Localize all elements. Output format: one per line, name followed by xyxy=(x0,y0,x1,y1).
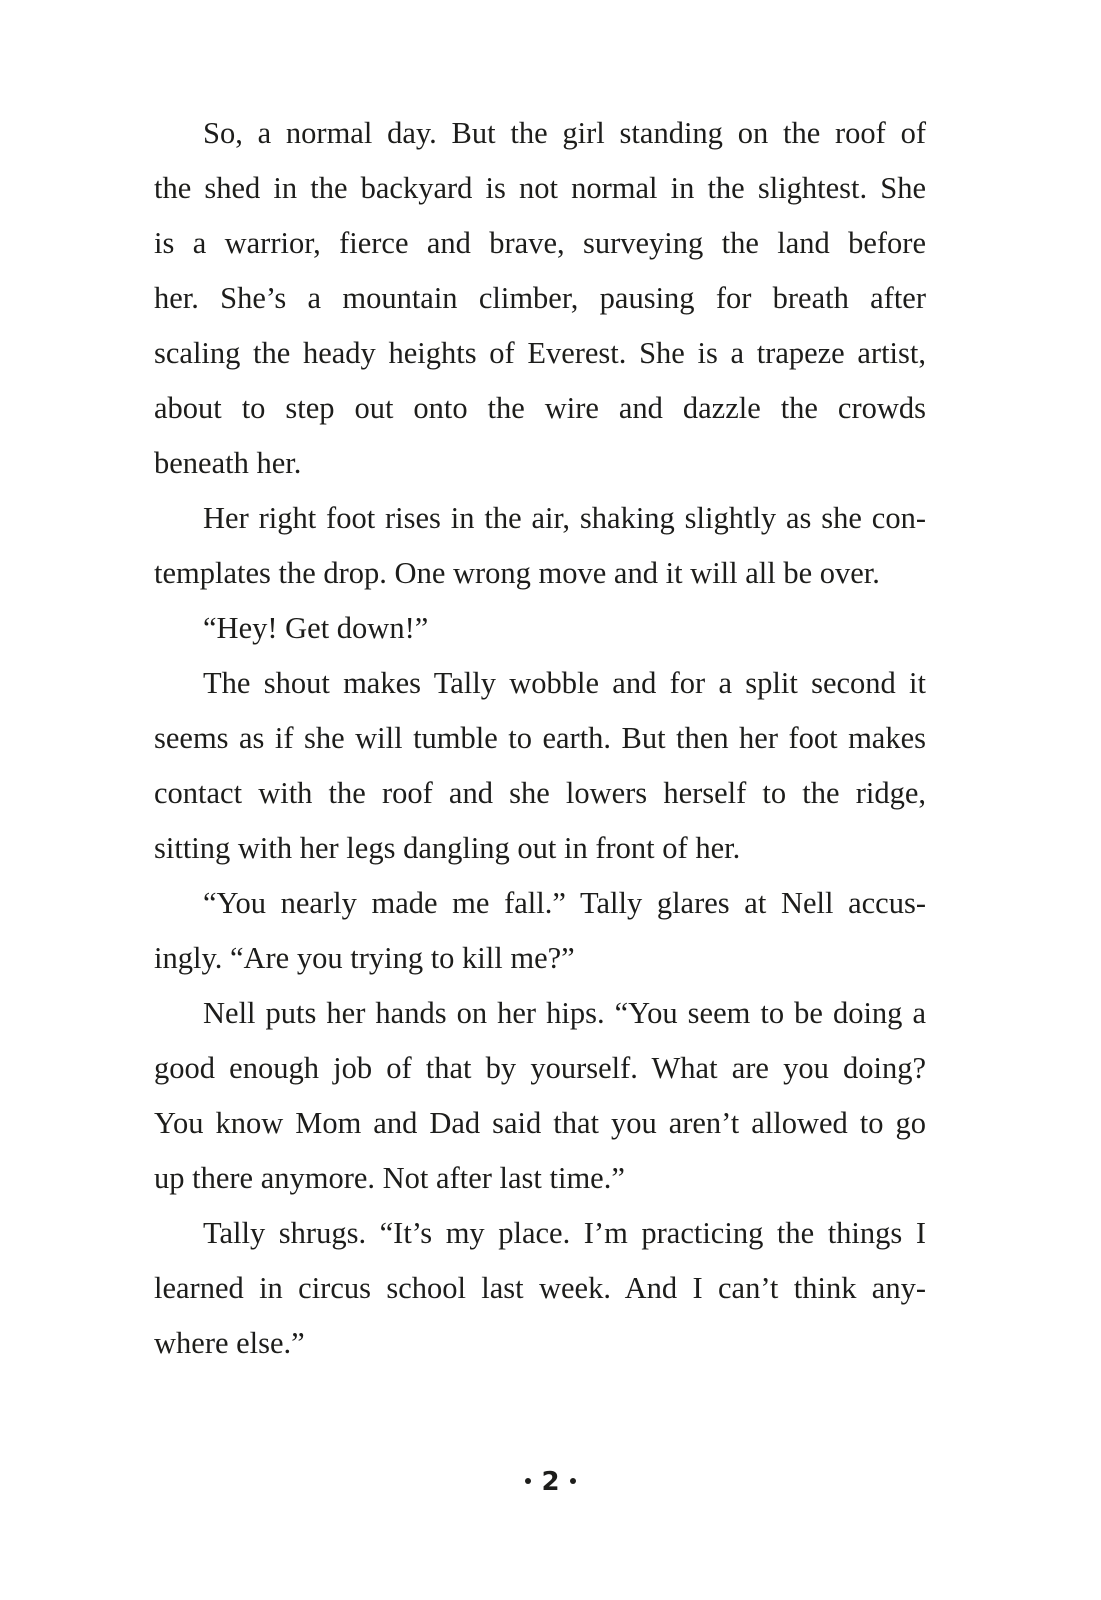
folio-bullet-left xyxy=(525,1478,531,1484)
text-line: ingly. “Are you trying to kill me?” xyxy=(154,941,575,975)
text-line: The shout makes Tally wobble and for a split second it xyxy=(203,666,926,700)
text-line: about to step out onto the wire and dazzle the crowds xyxy=(154,391,926,425)
text-line: Her right foot rises in the air, shaking slightly as she con- xyxy=(203,501,926,535)
text-line: sitting with her legs dangling out in front of her. xyxy=(154,831,741,865)
text-line: Nell puts her hands on her hips. “You seem to be doing a xyxy=(203,996,926,1030)
text-line: beneath her. xyxy=(154,446,302,480)
folio-bullet-right xyxy=(570,1478,576,1484)
text-line: templates the drop. One wrong move and it will all be over. xyxy=(154,556,880,590)
body-text xyxy=(154,106,926,1371)
text-line: learned in circus school last week. And I can’t think any- xyxy=(154,1271,926,1305)
text-line: seems as if she will tumble to earth. But then her foot makes xyxy=(154,721,926,755)
text-line: contact with the roof and she lowers herself to the ridge, xyxy=(154,776,926,810)
page-number: 2 xyxy=(541,1467,560,1497)
text-line: So, a normal day. But the girl standing on the roof of xyxy=(203,116,926,150)
text-line: the shed in the backyard is not normal in the slightest. She xyxy=(154,171,926,205)
text-line: her. She’s a mountain climber, pausing for breath after xyxy=(154,281,926,315)
text-line: You know Mom and Dad said that you aren’t allowed to go xyxy=(154,1106,926,1140)
text-line: up there anymore. Not after last time.” xyxy=(154,1161,625,1195)
text-line: “You nearly made me fall.” Tally glares at Nell accus- xyxy=(203,886,926,920)
text-line: is a warrior, fierce and brave, surveying the land before xyxy=(154,226,926,260)
text-line: “Hey! Get down!” xyxy=(203,611,429,645)
text-line: good enough job of that by yourself. What are you doing? xyxy=(154,1051,926,1085)
text-line: where else.” xyxy=(154,1326,305,1360)
page-folio xyxy=(0,1462,1101,1502)
text-line: Tally shrugs. “It’s my place. I’m practicing the things I xyxy=(203,1216,926,1250)
text-line: scaling the heady heights of Everest. She is a trapeze artist, xyxy=(154,336,926,370)
